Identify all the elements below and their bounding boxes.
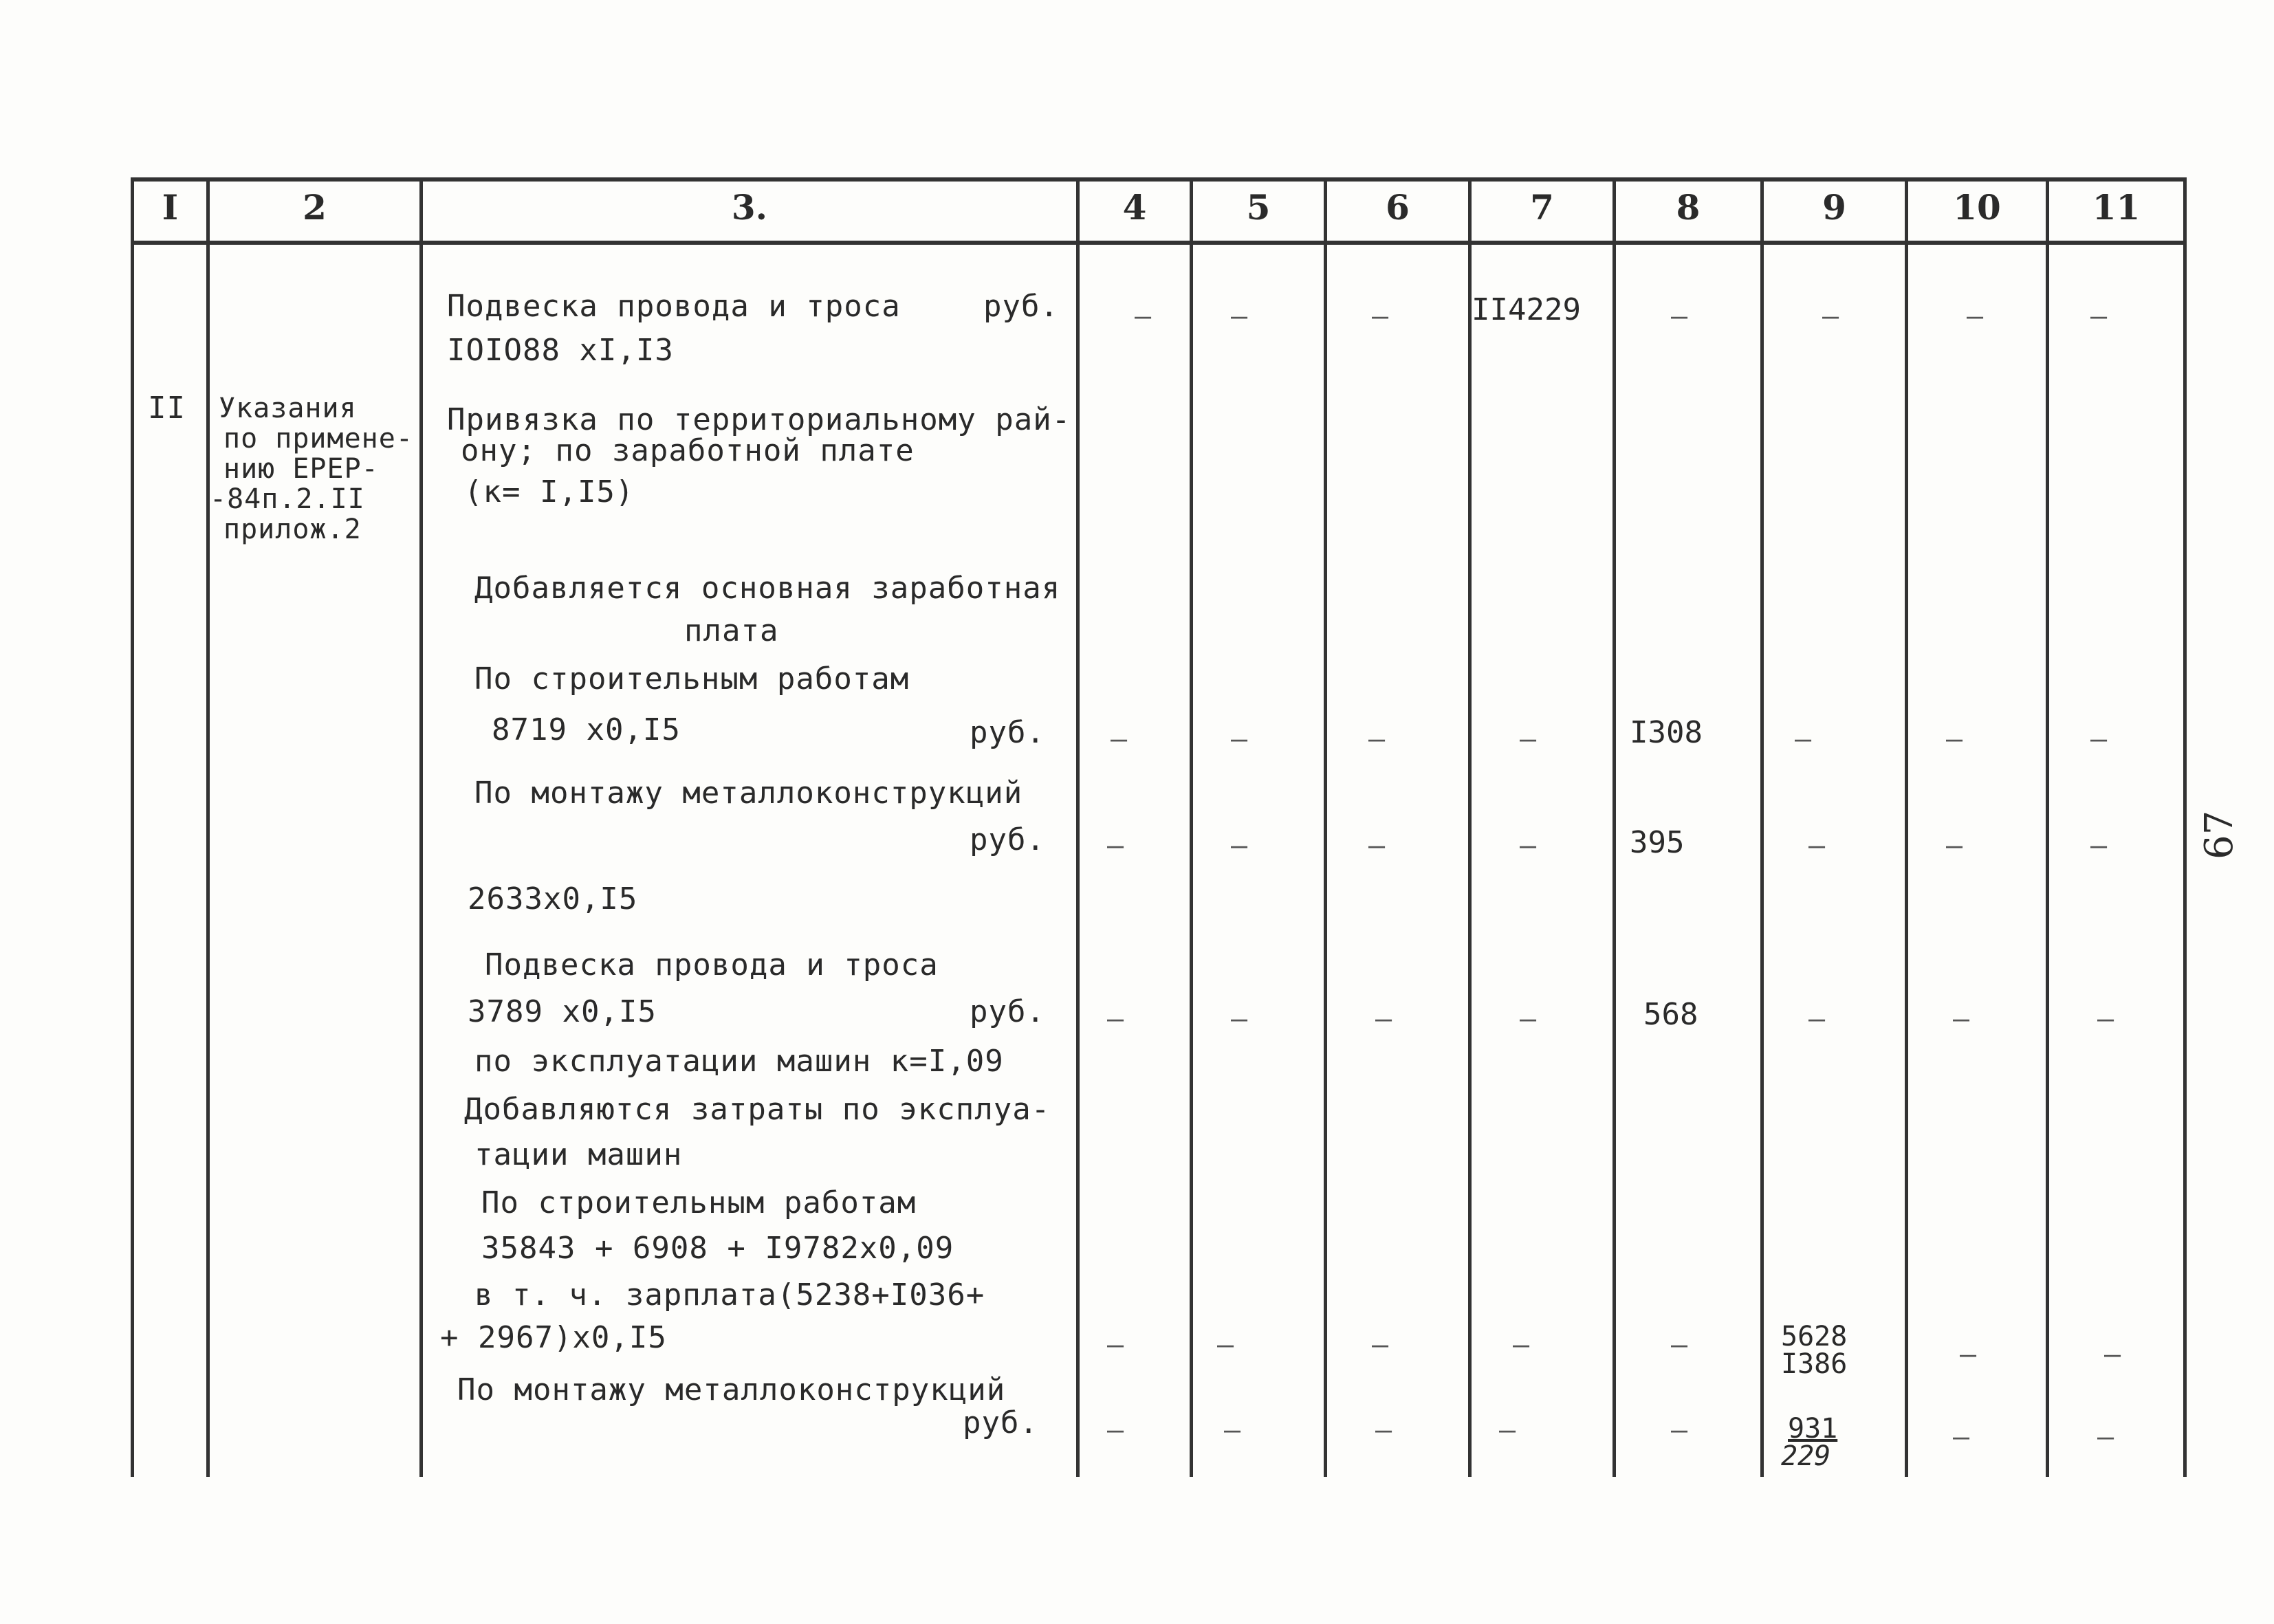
- row5-col8-value: 568: [1643, 997, 1698, 1032]
- row2-reference-line-1: Указания: [219, 393, 357, 424]
- row3-description-line-1: Добавляется основная заработная: [474, 571, 1061, 606]
- row4-dash-col5: –: [1231, 830, 1248, 862]
- row3-description-line-2: плата: [684, 613, 779, 648]
- row6-line-7: + 2967)х0,I5: [440, 1320, 667, 1355]
- header-col-5: 5: [1246, 187, 1271, 228]
- row7-col9-value-top: 931: [1788, 1413, 1838, 1445]
- row6-col9-value-top: 5628: [1781, 1321, 1848, 1352]
- row1-dash-col5: –: [1231, 300, 1248, 332]
- row1-dash-col6: –: [1372, 300, 1389, 332]
- row4-dash-col6: –: [1368, 830, 1386, 862]
- col-line-6: [1468, 177, 1472, 1477]
- row6-dash-col5: –: [1217, 1329, 1234, 1361]
- col-line-0: [131, 177, 134, 1477]
- row3-description-line-3: По строительным работам: [474, 661, 910, 696]
- row6-dash-col8: –: [1671, 1329, 1688, 1361]
- row6-line-6: в т. ч. зарплата(5238+I036+: [474, 1277, 985, 1313]
- row3-dash-col6: –: [1368, 723, 1386, 755]
- col-line-8: [1760, 177, 1764, 1477]
- row2-reference-line-5: прилож.2: [223, 514, 362, 545]
- row2-item-number: II: [148, 391, 186, 426]
- row7-description: По монтажу металлоконструкций: [457, 1372, 1006, 1407]
- row5-formula: 3789 х0,I5: [468, 994, 657, 1029]
- header-col-4: 4: [1122, 187, 1147, 228]
- header-col-2: 2: [303, 187, 327, 228]
- header-col-8: 8: [1676, 187, 1701, 228]
- row3-dash-col9: –: [1795, 723, 1812, 755]
- row7-dash-col10: –: [1953, 1421, 1970, 1453]
- col-line-3: [1076, 177, 1080, 1477]
- row1-dash-col9: –: [1822, 300, 1839, 332]
- row1-dash-col11: –: [2090, 300, 2108, 332]
- row6-dash-col7: –: [1513, 1329, 1530, 1361]
- col-line-5: [1324, 177, 1327, 1477]
- row3-dash-col7: –: [1520, 723, 1537, 755]
- row5-dash-col7: –: [1520, 1003, 1537, 1035]
- header-col-7: 7: [1530, 187, 1554, 228]
- row1-formula: IOIO88 xI,I3: [447, 333, 674, 368]
- row4-col8-value: 395: [1630, 825, 1685, 860]
- row1-description: Подвеска провода и троса: [447, 289, 901, 324]
- row2-reference-line-3: нию ЕРЕР-: [223, 453, 379, 485]
- row6-line-2: Добавляются затраты по эксплуа-: [464, 1092, 1051, 1127]
- row6-line-3: тации машин: [474, 1137, 683, 1172]
- row1-dash-col10: –: [1967, 300, 1984, 332]
- row5-dash-col6: –: [1375, 1003, 1392, 1035]
- row7-col9-value-bottom: 229: [1781, 1440, 1831, 1472]
- header-col-6: 6: [1386, 187, 1410, 228]
- row1-col7-value: II4229: [1472, 292, 1581, 327]
- header-col-3: 3.: [731, 187, 768, 228]
- col-line-9: [1905, 177, 1908, 1477]
- row4-description: По монтажу металлоконструкций: [474, 776, 1023, 811]
- row4-dash-col7: –: [1520, 830, 1537, 862]
- row6-line-5: 35843 + 6908 + I9782х0,09: [481, 1231, 954, 1266]
- row7-dash-col5: –: [1224, 1414, 1241, 1446]
- row7-dash-col4: –: [1107, 1414, 1124, 1446]
- row4-dash-col4: –: [1107, 830, 1124, 862]
- col-line-7: [1612, 177, 1616, 1477]
- row7-dash-col6: –: [1375, 1414, 1392, 1446]
- row6-dash-col4: –: [1107, 1329, 1124, 1361]
- row3-dash-col10: –: [1946, 723, 1963, 755]
- row6-line-1: по эксплуатации машин к=I,09: [474, 1044, 1004, 1079]
- row3-col8-value: I308: [1630, 715, 1703, 750]
- row3-dash-col4: –: [1111, 723, 1128, 755]
- row3-formula: 8719 х0,I5: [492, 712, 681, 747]
- row1-unit: руб.: [983, 289, 1059, 324]
- col-line-2: [419, 177, 423, 1477]
- row3-dash-col11: –: [2090, 723, 2108, 755]
- row5-description: Подвеска провода и троса: [485, 947, 939, 983]
- row5-dash-col10: –: [1953, 1003, 1970, 1035]
- col-line-4: [1190, 177, 1193, 1477]
- table-top-border: [131, 177, 2187, 182]
- row5-dash-col9: –: [1808, 1003, 1826, 1035]
- header-col-1: I: [162, 187, 179, 228]
- row7-dash-col11: –: [2097, 1421, 2114, 1453]
- row2-description-line-3: (к= I,I5): [464, 474, 635, 509]
- row7-dash-col7: –: [1499, 1414, 1516, 1446]
- row6-line-4: По строительным работам: [481, 1185, 917, 1220]
- side-page-mark: 67: [2197, 810, 2242, 859]
- row5-dash-col4: –: [1107, 1003, 1124, 1035]
- row6-dash-col10: –: [1960, 1339, 1977, 1370]
- row2-reference-line-4: -84п.2.II: [210, 483, 365, 515]
- col-line-11: [2183, 177, 2187, 1477]
- row1-dash-col4: –: [1135, 300, 1152, 332]
- row7-dash-col8: –: [1671, 1414, 1688, 1446]
- row4-dash-col11: –: [2090, 830, 2108, 862]
- header-col-10: 10: [1953, 187, 2001, 228]
- col-line-10: [2046, 177, 2049, 1477]
- row2-description-line-2: ону; по заработной плате: [461, 433, 915, 468]
- col-line-1: [206, 177, 210, 1477]
- row7-unit: руб.: [963, 1405, 1038, 1440]
- row6-dash-col11: –: [2104, 1339, 2121, 1370]
- header-bottom-border: [131, 241, 2187, 245]
- header-col-11: 11: [2092, 187, 2141, 228]
- row4-dash-col10: –: [1946, 830, 1963, 862]
- row4-formula: 2633х0,I5: [468, 881, 638, 917]
- row4-dash-col9: –: [1808, 830, 1826, 862]
- row5-dash-col5: –: [1231, 1003, 1248, 1035]
- header-col-9: 9: [1822, 187, 1846, 228]
- row6-col9-value-bottom: I386: [1781, 1348, 1848, 1380]
- row4-unit: руб.: [970, 822, 1045, 857]
- row2-description-line-1: Привязка по территориальному рай-: [447, 402, 1071, 437]
- row5-unit: руб.: [970, 994, 1045, 1029]
- row2-reference-line-2: по примене-: [223, 423, 413, 454]
- row3-dash-col5: –: [1231, 723, 1248, 755]
- row3-unit: руб.: [970, 715, 1045, 750]
- row5-dash-col11: –: [2097, 1003, 2114, 1035]
- row6-dash-col6: –: [1372, 1329, 1389, 1361]
- row1-dash-col8: –: [1671, 300, 1688, 332]
